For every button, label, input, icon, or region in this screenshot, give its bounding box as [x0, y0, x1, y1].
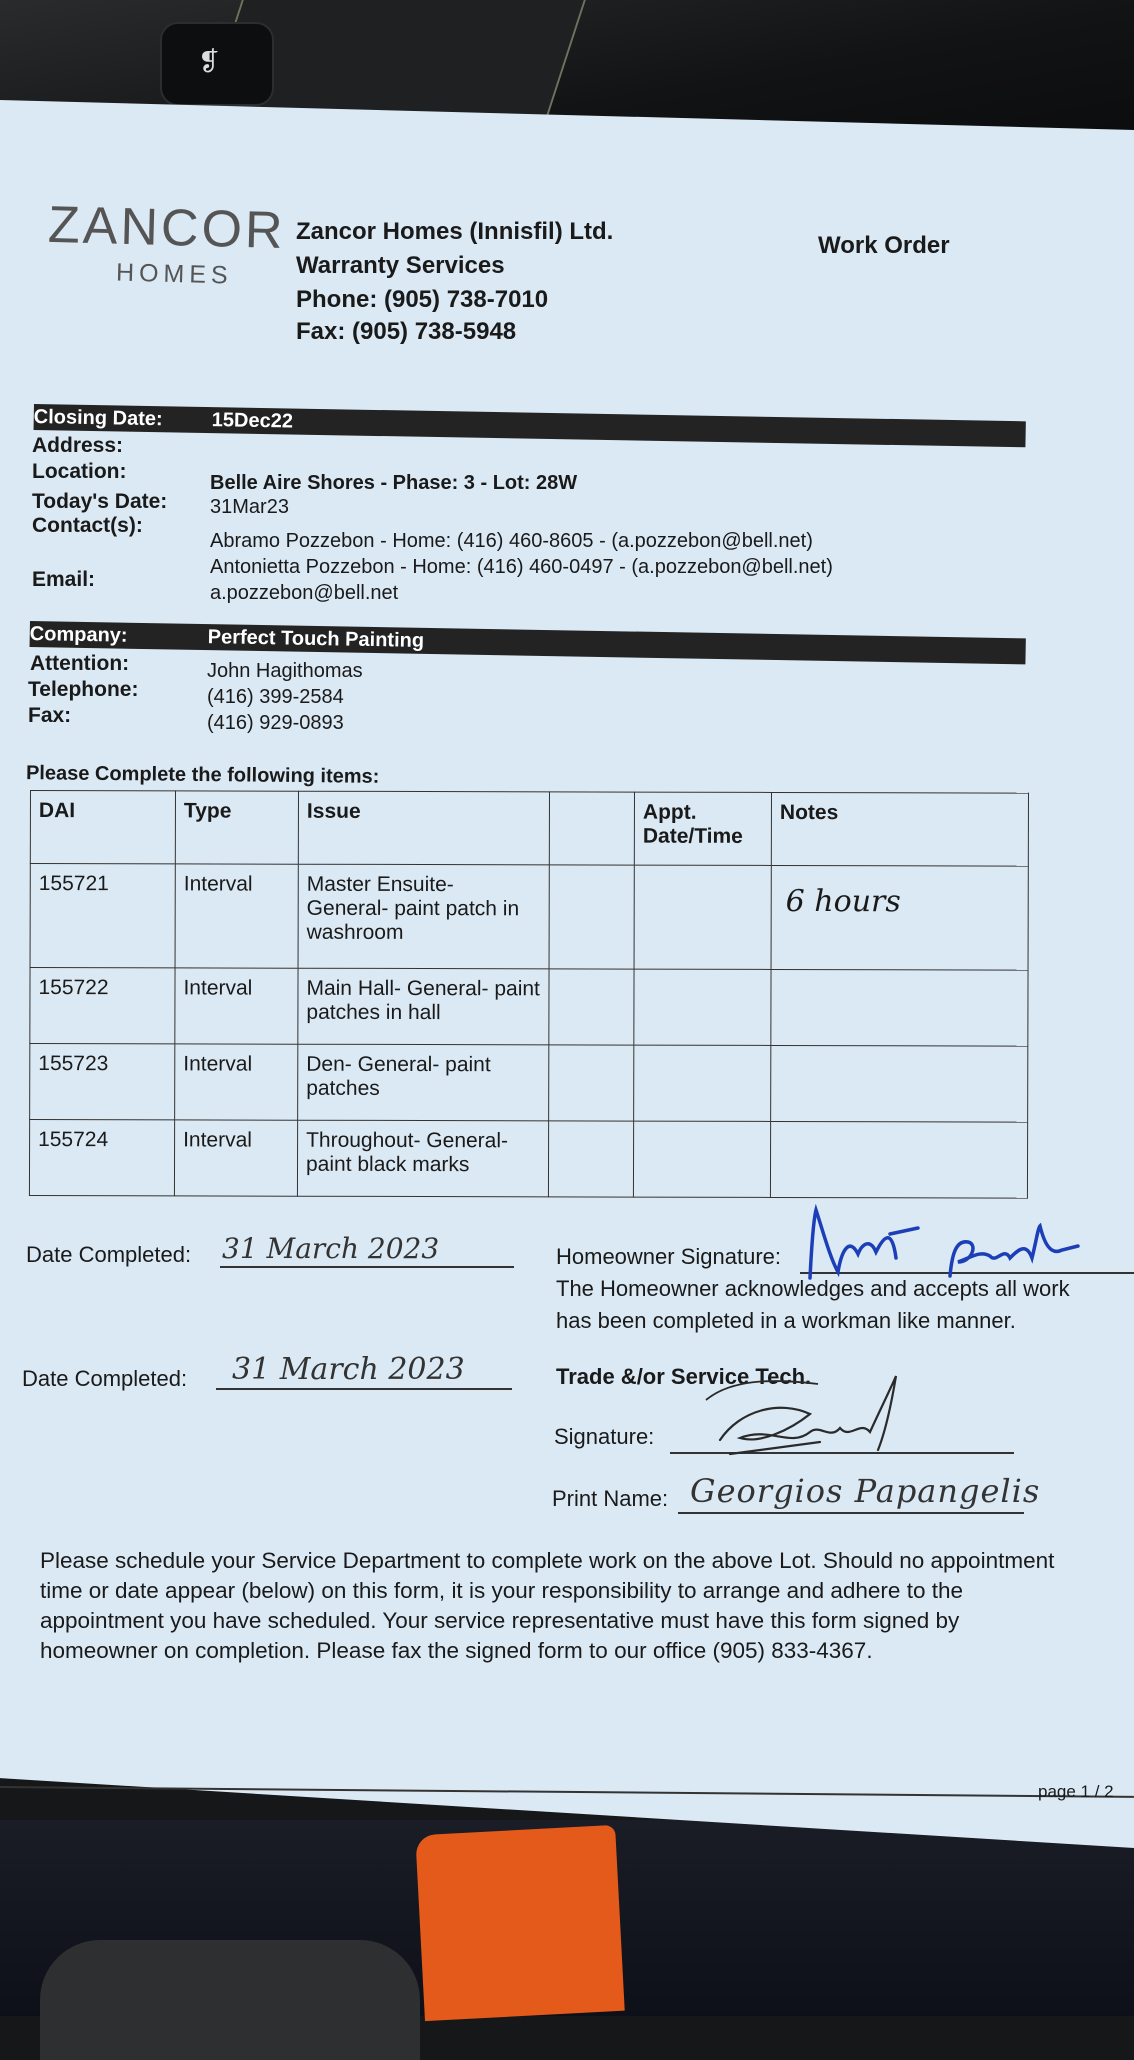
fax-value: (416) 929-0893: [207, 712, 344, 734]
homeowner-ack-line-1: The Homeowner acknowledges and accepts all work: [556, 1276, 1070, 1301]
print-name-line: [678, 1512, 1024, 1514]
console-button: ❡: [160, 22, 274, 106]
column-header-dai: DAI: [30, 791, 175, 864]
fax-label: Fax:: [28, 704, 72, 727]
cell-notes: [771, 969, 1028, 1046]
cell-type: Interval: [175, 968, 298, 1044]
telephone-value: (416) 399-2584: [207, 686, 344, 708]
print-name-label: Print Name:: [552, 1486, 669, 1511]
date-completed-label-1: Date Completed:: [26, 1242, 192, 1267]
cell-blank: [549, 865, 634, 969]
cell-dai: 155721: [30, 864, 175, 968]
company-phone: Phone: (905) 738-7010: [296, 286, 549, 313]
cell-notes: 6 hours: [771, 865, 1028, 970]
date-completed-line-2: [216, 1388, 512, 1390]
closing-date-value: 15Dec22: [211, 409, 294, 433]
tech-signature-image: [700, 1370, 920, 1470]
email-label: Email:: [32, 568, 96, 591]
company-name: Zancor Homes (Innisfil) Ltd.: [296, 218, 614, 245]
company-logo: ZANCOR: [47, 195, 287, 261]
cell-appt: [634, 969, 771, 1045]
cell-issue: Den- General- paint patches: [298, 1044, 549, 1121]
cell-type: Interval: [174, 1120, 297, 1196]
date-completed-value-2: 31 March 2023: [232, 1352, 465, 1387]
cell-notes: [770, 1121, 1027, 1198]
orange-strap: [415, 1825, 624, 2021]
cell-appt: [634, 865, 771, 969]
closing-date-label: Closing Date:: [33, 405, 163, 431]
telephone-label: Telephone:: [28, 678, 139, 701]
table-row: [30, 968, 1028, 1047]
cell-issue: Throughout- General- paint black marks: [297, 1120, 548, 1197]
cell-blank: [548, 1121, 633, 1197]
cell-dai: 155724: [29, 1120, 174, 1196]
department: Warranty Services: [296, 252, 505, 279]
company-value: Perfect Touch Painting: [207, 626, 425, 652]
address-label: Address:: [32, 434, 124, 457]
table-row: [30, 1044, 1028, 1123]
table-header-row: [30, 791, 1028, 867]
homeowner-signature-image: [800, 1198, 1080, 1288]
cell-dai: 155722: [30, 968, 175, 1044]
trade-tech-label: Trade &/or Service Tech.: [556, 1364, 812, 1389]
date-completed-value-1: 31 March 2023: [222, 1232, 440, 1265]
cell-appt: [634, 1045, 771, 1121]
todays-date-label: Today's Date:: [32, 490, 168, 513]
company-logo-sub: HOMES: [115, 258, 234, 290]
table-row: [29, 1120, 1027, 1199]
column-header-blank: [549, 792, 634, 865]
email-value: a.pozzebon@bell.net: [210, 582, 399, 604]
instructions-text: Please schedule your Service Department to complete work on the above Lot. Should no appointment time or date appear (below) on this form, it is your responsibility to arrange and adhere to the appointment you have scheduled. Your service representative must have this form signed by homeowner on completion. Please fax the signed form to our office (905) 833-4367.: [40, 1548, 1055, 1663]
cell-blank: [549, 969, 634, 1045]
homeowner-signature-label: Homeowner Signature:: [556, 1244, 782, 1269]
location-value: Belle Aire Shores - Phase: 3 - Lot: 28W: [210, 472, 578, 494]
column-header-notes: Notes: [771, 792, 1028, 866]
attention-value: John Hagithomas: [207, 660, 363, 682]
contact-2: Antonietta Pozzebon - Home: (416) 460-0497 - (a.pozzebon@bell.net): [210, 556, 833, 578]
cell-appt: [633, 1121, 770, 1197]
column-header-type: Type: [175, 791, 298, 864]
cell-dai: 155723: [30, 1044, 175, 1120]
date-completed-label-2: Date Completed:: [22, 1366, 188, 1391]
print-name-value: Georgios Papangelis: [690, 1472, 1041, 1510]
items-heading: Please Complete the following items:: [25, 762, 380, 788]
todays-date-value: 31Mar23: [210, 496, 289, 518]
contact-1: Abramo Pozzebon - Home: (416) 460-8605 - (a.pozzebon@bell.net): [210, 530, 813, 552]
page-number: page 1 / 2: [1038, 1782, 1114, 1801]
location-label: Location:: [32, 460, 127, 483]
cell-blank: [549, 1045, 634, 1121]
form-title: Work Order: [818, 232, 950, 259]
homeowner-ack-line-2: has been completed in a workman like manner.: [556, 1308, 1016, 1333]
date-completed-line-1: [220, 1266, 514, 1268]
cell-notes: [771, 1045, 1028, 1122]
cell-type: Interval: [175, 1044, 298, 1120]
column-header-issue: Issue: [298, 791, 549, 865]
items-table: [29, 790, 1029, 1199]
contacts-label: Contact(s):: [32, 514, 143, 537]
cell-issue: Master Ensuite- General- paint patch in washroom: [298, 864, 549, 969]
signature-label: Signature:: [554, 1424, 655, 1449]
cell-issue: Main Hall- General- paint patches in hall: [298, 968, 549, 1045]
boot: [40, 1940, 420, 2060]
attention-label: Attention:: [30, 652, 130, 675]
cell-type: Interval: [175, 864, 298, 968]
column-header-appt: Appt. Date/Time: [634, 792, 771, 865]
table-row: [30, 864, 1028, 971]
company-label: Company:: [29, 622, 128, 647]
company-fax: Fax: (905) 738-5948: [296, 318, 517, 345]
